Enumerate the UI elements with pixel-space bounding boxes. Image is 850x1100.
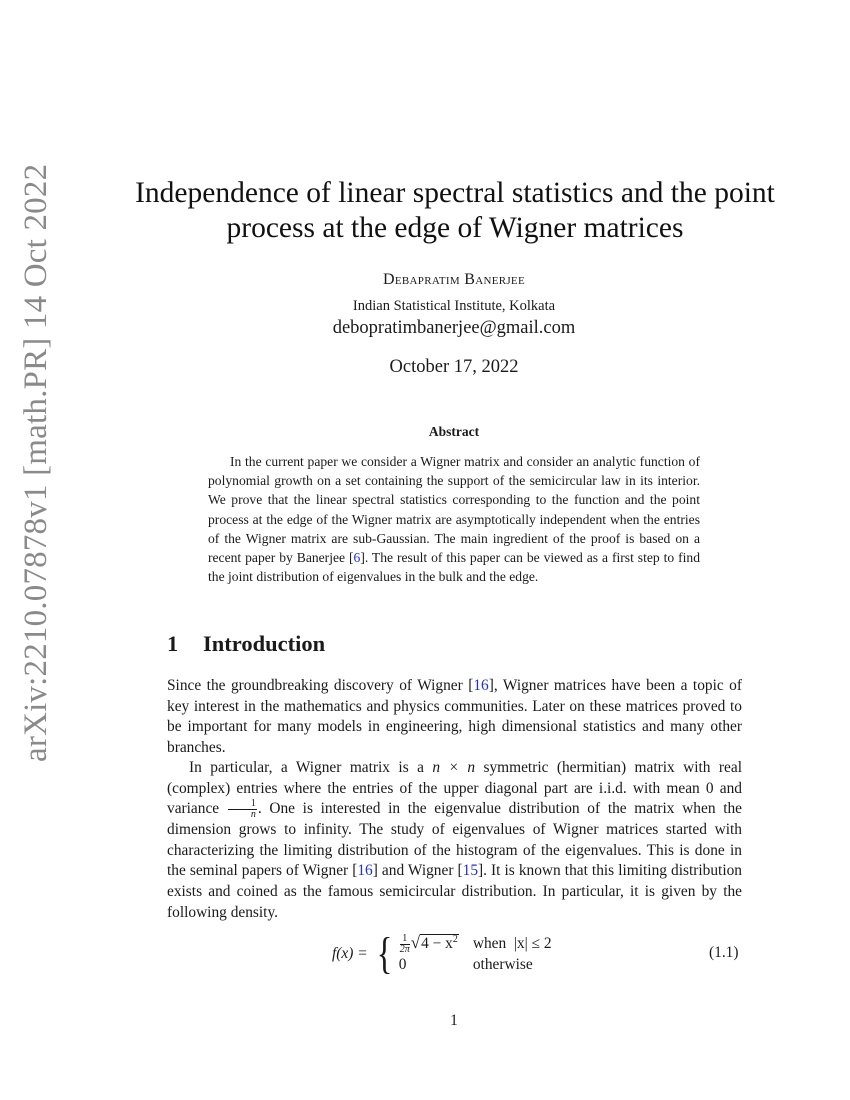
paragraph-text: symmetric (hermitian) matrix with real (complex) entries where the entries of the upper diagonal part are i.i.d. with mean 0 and variance <box>167 759 742 818</box>
equation-lhs: f(x) = <box>332 945 368 962</box>
equation-cases <box>399 934 552 975</box>
paper-date: October 17, 2022 <box>389 357 519 377</box>
intro-paragraph-1 <box>167 676 742 758</box>
math-matrix-size: n × n <box>432 759 476 776</box>
abstract-text-part: In the current paper we consider a Wigner matrix and consider an analytic function of polynomial growth on a set containing the support of the semicircular law in its interior. We prove that the linear spectral statistics corresponding to the function and the point process at the edge of the Wigner matrix are asymptotically independent when the entries of the Wigner matrix are sub-Gaussian. The main ingredient of the proof is based on a recent paper by Banerjee [ <box>208 454 700 566</box>
paragraph-text: ]. It is known that this limiting distribution exists and coined as the famous semicircular distribution. In particular, it is given by the following density. <box>167 862 743 921</box>
coefficient-numerator: 1 <box>400 934 410 945</box>
semicircle-density-equation <box>332 929 552 978</box>
citation-link[interactable]: 16 <box>473 677 489 694</box>
author-name: Debapratim Banerjee <box>383 271 525 288</box>
abstract-text-part: ]. The result of this paper can be viewed as a first step to find the joint distribution of eigenvalues in the bulk and the edge. <box>208 550 700 585</box>
variance-fraction <box>228 799 257 820</box>
paragraph-text: Since the groundbreaking discovery of Wigner [ <box>167 677 474 694</box>
case-1-value <box>399 934 459 955</box>
paragraph-text: In particular, a Wigner matrix is a <box>189 759 433 776</box>
paper-title: Independence of linear spectral statistics and the point process at the edge of Wigner matrices <box>135 177 775 244</box>
section-title: Introduction <box>203 631 326 656</box>
equation-number: (1.1) <box>709 944 739 961</box>
case-2-condition: otherwise <box>472 955 533 973</box>
cases-brace: { <box>376 929 393 978</box>
case-1-coefficient <box>400 934 410 955</box>
case-1-condition: when |x| ≤ 2 <box>472 934 552 952</box>
paragraph-text: ] and Wigner [ <box>372 862 463 880</box>
section-number: 1 <box>167 631 179 656</box>
radicand-exponent: 2 <box>452 933 458 945</box>
radicand-text: 4 − x <box>421 934 453 952</box>
radicand <box>420 934 459 953</box>
paragraph-text: ], Wigner matrices have been a topic of key interest in the mathematics and physics communities. Later on these matrices proved to be important for many models in engineering, high dimensional statistics and many other branches. <box>167 677 742 756</box>
abstract-text <box>208 452 700 586</box>
intro-paragraph-2 <box>167 758 742 923</box>
paragraph-text: . One is interested in the eigenvalue distribution of the matrix when the dimension grows to infinity. The study of eigenvalues of Wigner matrices started with characterizing the limiting distribution of the histogram of the eigenvalues. This is done in the seminal papers of Wigner [ <box>167 800 743 880</box>
arxiv-identifier-stamp: arXiv:2210.07878v1 [math.PR] 14 Oct 2022 <box>18 163 54 762</box>
section-heading <box>167 631 325 657</box>
square-root <box>411 934 459 953</box>
radical-sign: √ <box>410 932 421 952</box>
fraction-denominator: n <box>250 809 256 821</box>
abstract-heading: Abstract <box>428 424 480 439</box>
author-email: debopratimbanerjee@gmail.com <box>332 318 576 338</box>
citation-link[interactable]: 6 <box>353 550 361 566</box>
author-affiliation: Indian Statistical Institute, Kolkata <box>352 298 556 314</box>
fraction-numerator: 1 <box>228 799 257 810</box>
citation-link[interactable]: 15 <box>462 862 479 880</box>
coefficient-denominator: 2π <box>399 943 410 955</box>
citation-link[interactable]: 16 <box>357 862 373 880</box>
case-2-value: 0 <box>398 955 407 973</box>
page-number: 1 <box>450 1012 458 1029</box>
